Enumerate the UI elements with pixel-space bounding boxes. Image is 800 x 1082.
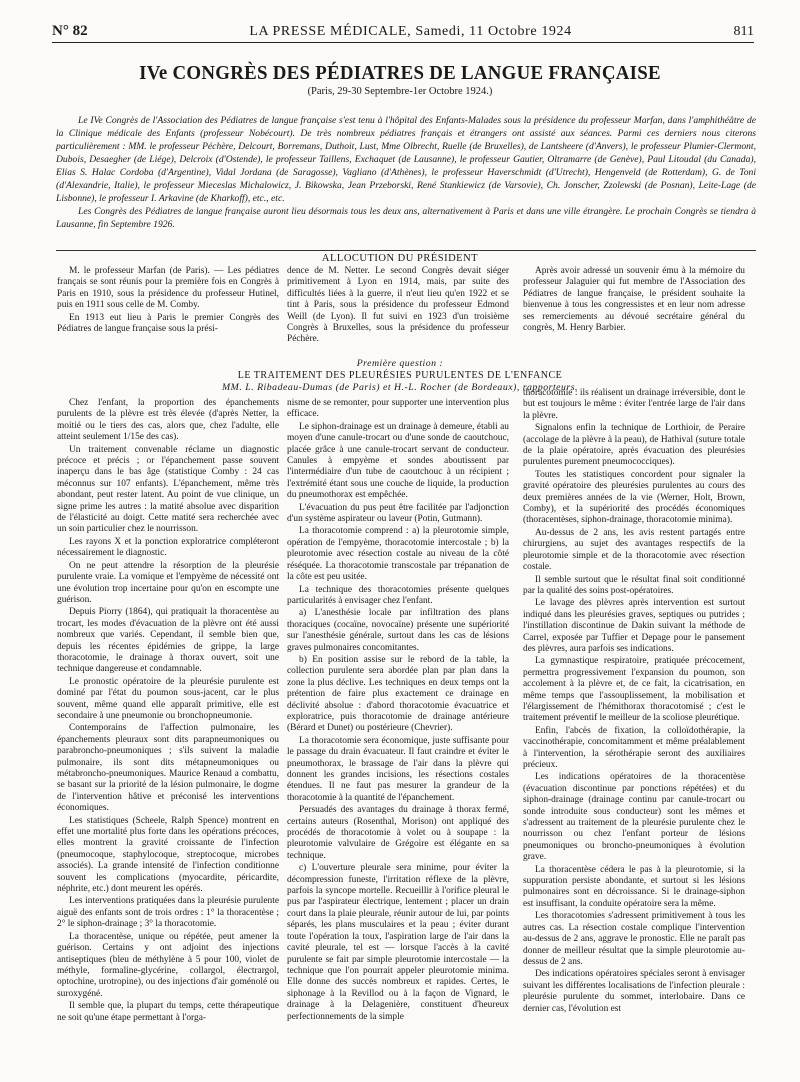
intro-paragraph: Les Congrès des Pédiatres de langue française auront lieu désormais tous les deux ans, alternativement à Paris et dans une ville étrangère. Le prochain Congrès se tiendra à Lausanne, fin Septembre 1926. [56,206,756,230]
paragraph: dence de M. Netter. Le second Congrès devait siéger primitivement à Lyon en 1914, mais, par suite des difficultés liées à la guerre, il n'eut lieu qu'en 1922 et se tint à Paris, sous la présidence du professeur Edmond Weill (de Lyon). Il fut suivi en 1923 d'un troisième Congrès à Bruxelles, sous la présidence du professeur Péchère. [287,266,509,345]
allocution-column-1 [57,266,279,362]
allocution-column-3 [523,266,745,362]
paragraph: Persuadés des avantages du drainage à thorax fermé, certains auteurs (Rosenthal, Morison) ont appliqué des procédés de thoracotomie à volet ou à soupape : la pleurotomie valvulaire de Grégoire est élégante en sa technique. [287,805,509,861]
section-heading-allocution: ALLOCUTION DU PRÉSIDENT [321,253,479,264]
paragraph: Les interventions pratiquées dans la pleurésie purulente aiguë des enfants sont de trois ordres : 1° la thoracentèse ; 2° le siphon-drainage ; 3° la thoracotomie. [57,896,279,930]
paragraph: L'évacuation du pus peut être facilitée par l'adjonction d'un système aspirateur ou laveur (Potin, Gutmann). [287,502,509,525]
allocution-column-2 [287,266,509,362]
paragraph: La thoracentèse, unique ou répétée, peut amener la guérison. Certains y ont adjoint des injections antiseptiques (bleu de méthylène à 5 pour 100, violet de méthyle, formaline-glycérine, collargol, électrargol, optochine, urotropine), ou des injections d'air goménolé ou suroxygéné. [57,931,279,999]
rapport-column-2 [287,398,509,1070]
divider [56,250,756,251]
paragraph: Au-dessus de 2 ans, les avis restent partagés entre chirurgiens, au sujet des avantages respectifs de la pleurotomie simple et de la thoracotomie avec résection costale. [523,527,745,573]
rapport-column-3 [523,388,745,1070]
paragraph: Les statistiques (Scheele, Ralph Spence) montrent en effet une mortalité plus forte dans les opérations précoces, elles montrent la gravité croissante de l'infection (pneumocoque, staphylocoque, streptocoque, microbes associés). La grande intensité de l'infection conditionne souvent les complications (myocardite, péricardite, néphrite, etc.) dont meurent les opérés. [57,815,279,895]
paragraph: Le siphon-drainage est un drainage à demeure, établi au moyen d'une canule-trocart ou d'une sonde de caoutchouc, placée grâce à une canule-trocart servant de conducteur. Canules à empyème et sondes aboutissent par l'intermédiaire d'un tube de caoutchouc à un récipient ; l'extrémité étant sous une couche de liquide, la production du pneumothorax est empêchée. [287,421,509,501]
paragraph: c) L'ouverture pleurale sera minime, pour éviter la décompression funeste, l'irritation réflexe de la plèvre, parfois la syncope mortelle. Recueillir à l'orifice pleural le pus par l'aspirateur électrique, lentement ; placer un drain court dans la plaie pleurale, réunir autour de lui, par points séparés, les plans musculaires et la peau ; éviter durant toute l'opération la toux, l'aspiration large de l'air dans la cavité pleurale, tel est — lorsque l'accès à la cavité purulente se fait par simple pleurotomie intercostale — la technique que l'on pourrait appeler pleurotomie minima. Elle donne des succès nombreux et rapides. Certes, le siphonage à la Revillod ou à la façon de Vignard, le drainage à la Delagenière, constituent d'heureux perfectionnements de la simple [287,863,509,1022]
paragraph: Les thoracotomies s'adressent primitivement à tous les autres cas. La résection costale complique l'intervention au-dessus de 2 ans, aggrave le pronostic. Elle ne paraît pas donner de meilleur résultat que la simple pleurotomie au-dessus de 2 ans. [523,911,745,967]
article-subtitle: (Paris, 29-30 Septembre-1er Octobre 1924.) [307,86,493,97]
paragraph: La thoracentèse cédera le pas à la pleurotomie, si la suppuration persiste abondante, et surtout si les lésions pulmonaires sont en décroissance. Si le drainage-siphon est insuffisant, la conduite opératoire sera la même. [523,864,745,909]
paragraph: La gymnastique respiratoire, pratiquée précocement, permettra progressivement l'expansion du poumon, son accolement à la plèvre et, de ce fait, la cicatrisation, en même temps que l'assouplissement, la mobilisation et l'élargissement de l'hémithorax thoracotomisé ; c'est le traitement préventif le meilleur de la scoliose pleurétique. [523,656,745,724]
intro-paragraph: Le IVe Congrès de l'Association des Pédiatres de langue française s'est tenu à l'hôpital des Enfants-Malades sous la présidence du professeur Marfan, dans l'amphithéâtre de la Clinique médicale des Enfants (professeur Nobécourt). De très nombreux pédiatres français et étrangers ont assisté aux séances. Parmi ces derniers nous citerons particulièrement : MM. le professeur Péchère, Delcourt, Borremans, Duthoit, Lust, Mme Olbrecht, Ruelle (de Bruxelles), de Lantsheere (d'Anvers), le professeur Plumier-Clermont, Dubois, Desaegher (de Liége), Delcroix (d'Ostende), le professeur Taillens, Exchaquet (de Lausanne), le professeur Gautier, Oltramarre (de Genève), Paul Litoudal (du Canada), Elias S. Halac Cordoba (d'Argentine), Vidal Jordana (de Saragosse), Vagliano (d'Athènes), le professeur Haverschmidt (d'Utrecht), Hengenveld (de Rotterdam), G. de Toni (d'Alexandrie, Italie), le professeur Mieceslas Michalowicz, J. Bikowska, Jean Przeborski, René Stankiewicz (de Varsovie), Ch. Jonscher, Zzolewski (de Posnan), Leite-Lage (de Lisbonne), le professeur I. Arkavine (de Kharkoff), etc., etc. [56,115,756,204]
paragraph: Les indications opératoires de la thoracentèse (évacuation discontinue par ponctions répétées) et du siphon-drainage (drainage continu par canule-trocart ou sonde introduite sous conducteur) sont les mêmes et s'adressent au traitement de la pleurésie purulente chez le nourrisson ou chez l'enfant porteur de lésions pneumoniques ou broncho-pneumoniques à évolution grave. [523,772,745,863]
paragraph: Il semble que, la plupart du temps, cette thérapeutique ne soit qu'une étape permettant à l'orga- [57,1001,279,1023]
paragraph: Contemporains de l'affection pulmonaire, les épanchements pleuraux sont dits parapneumoniques ou parabroncho-pneumoniques ; s'ils suivent la maladie pulmonaire, ils sont dits métapneumoniques ou métabroncho-pneumoniques. Maurice Renaud a combattu, se basant sur la priorité de la lésion pulmonaire, le dogme de l'intervention hâtive et préconisé les interventions économiques. [57,723,279,814]
paragraph: nisme de se remonter, pour supporter une intervention plus efficace. [287,398,509,420]
paragraph: a) L'anesthésie locale par infiltration des plans thoraciques (cocaïne, novocaïne) présente une supériorité sur l'anesthésie générale, surtout dans les cas de lésions graves pulmonaires concomitantes. [287,608,509,653]
paragraph: Toutes les statistiques concordent pour signaler la gravité opératoire des pleurésies purulentes au cours des deux premières années de la vie (Werner, Holt, Brown, Comby), et la supériorité des procédés économiques (thoracentèses, siphon-drainage, thoracotomie minima). [523,469,745,526]
paragraph: b) En position assise sur le rebord de la table, la collection purulente sera abordée plan par plan dans la zone la plus déclive. Les techniques en deux temps ont la prétention de faire plus exactement ce drainage en déclivité absolue : d'abord thoracotomie évacuatrice et exploratrice, puis thoracotomie de drainage antérieure (Bérard et Dunet) ou postérieure (Chevrier). [287,654,509,734]
page-number: 811 [733,24,754,39]
paragraph: La thoracotomie sera économique, juste suffisante pour le passage du drain évacuateur. Il faut craindre et éviter le pneumothorax, le brassage de l'air dans la plèvre qui donnent les grandes incisions, les résections costales étendues. Il ne faut pas mesurer la grandeur de la thoracotomie à la quantité de l'épanchement. [287,735,509,803]
paragraph: Depuis Piorry (1864), qui pratiquait la thoracentèse au trocart, les modes d'évacuation de la plèvre ont été aussi nombreux que variés. Cependant, il semble bien que, depuis les récentes épidémies de grippe, la large thoracotomie, le drainage à thorax ouvert, soit une technique dangereuse et condamnable. [57,607,279,675]
paragraph: La thoracotomie comprend : a) la pleurotomie simple, opération de l'empyème, thoracotomie intercostale ; b) la pleurotomie avec résection costale au niveau de la côté réséquée. La thoracotomie transcostale par trépanation de la côte est peu usitée. [287,526,509,583]
paragraph: thoracotomie : ils réalisent un drainage irréversible, dont le but est toujours le même : éviter l'entrée large de l'air dans la plèvre. [523,388,745,421]
paragraph: Des indications opératoires spéciales seront à envisager suivant les différentes localisations de l'infection pleurale : pleurésie purulente du sommet, interlobaire. Dans ce dernier cas, l'évolution est [523,969,745,1014]
paragraph: On ne peut attendre la résorption de la pleurésie purulente vraie. La vomique et l'empyème de nécessité ont une évolution trop incertaine pour qu'on en escompte une guérison. [57,560,279,605]
section-heading-rapport: LE TRAITEMENT DES PLEURÉSIES PURULENTES DE L'ENFANCE [237,370,563,381]
paragraph: La technique des thoracotomies présente quelques particularités à envisager chez l'enfant. [287,584,509,606]
journal-title: LA PRESSE MÉDICALE, Samedi, 11 Octobre 1924 [249,24,572,39]
paragraph: Enfin, l'abcès de fixation, la colloïdothérapie, la vaccinothérapie, concomitamment et même préalablement à l'intervention, la sérothérapie seront des auxiliaires précieux. [523,725,745,770]
paragraph: En 1913 eut lieu à Paris le premier Congrès des Pédiatres de langue française sous la prési- [57,312,279,335]
paragraph: Un traitement convenable réclame un diagnostic précoce et précis ; or l'épanchement passe souvent inaperçu dans le bas âge (statistique Comby : 24 cas méconnus sur 107 enfants). L'épanchement, même très abondant, peut rester latent. Au point de vue clinique, un signe prime les autres : la matité absolue avec disparition de l'élasticité au doigt. Cette matité sera recherchée avec un soin particulier chez le nourrisson. [57,444,279,535]
question-label: Première question : [356,358,444,369]
issue-number: N° 82 [52,23,88,39]
paragraph: Les rayons X et la ponction exploratrice compléteront nécessairement le diagnostic. [57,536,279,559]
paragraph: Il semble surtout que le résultat final soit conditionné par la qualité des soins post-opératoires. [523,574,745,596]
article-title: IVe CONGRÈS DES PÉDIATRES DE LANGUE FRANÇAISE [139,62,661,84]
paragraph: M. le professeur Marfan (de Paris). — Les pédiatres français se sont réunis pour la première fois en Congrès à Paris en 1910, sous la présidence du professeur Hutinel, puis en 1911 sous celle de M. Comby. [57,266,279,311]
paragraph: Après avoir adressé un souvenir ému à la mémoire du professeur Jalaguier qui fut membre de l'Association des Pédiatres de langue française, le président souhaite la bienvenue à tous les congressistes et en leur nom adresse ses remerciements au dévoué secrétaire général du congrès, M. Henry Barbier. [523,266,745,334]
paragraph: Le pronostic opératoire de la pleurésie purulente est dominé par l'état du poumon sous-jacent, car le plus souvent, même quand elle apparaît primitive, elle est secondaire à une pneumonie ou bronchopneumonie. [57,676,279,721]
rapport-authors: MM. L. Ribadeau-Dumas (de Paris) et H.-L. Rocher (de Bordeaux), rapporteurs. [222,382,578,393]
paragraph: Signalons enfin la technique de Lorthioir, de Peraire (accolage de la plèvre à la peau), de Hathival (suture totale de la plaie opératoire, après évacuation des pleurésies purulentes purement pneumococciques). [523,423,745,468]
paragraph: Le lavage des plèvres après intervention est surtout indiqué dans les pleurésies graves, septiques ou putrides ; l'instillation discontinue de Dakin suivant la méthode de Carrel, exposée par Tuffier et Depage pour le pansement des plèvres, aura parfois ses indications. [523,598,745,654]
running-head [52,18,754,43]
rapport-column-1 [57,398,279,1070]
paragraph: Chez l'enfant, la proportion des épanchements purulents de la plèvre est très élevée (d'après Netter, la moitié ou le tiers des cas, alors que, chez l'adulte, elle atteint seulement 1/15e des cas). [57,398,279,443]
article-intro [56,114,756,231]
